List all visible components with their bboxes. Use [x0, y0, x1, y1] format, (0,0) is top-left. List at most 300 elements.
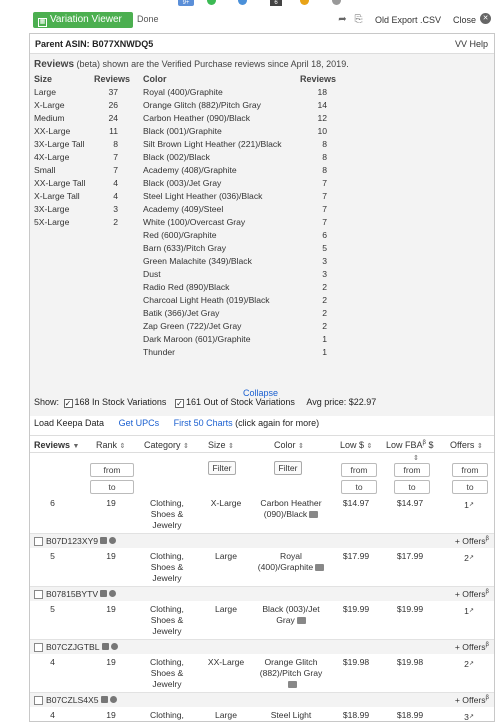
- color-review-count: 18: [317, 87, 327, 97]
- size-review-count: 7: [113, 165, 118, 175]
- camera-icon[interactable]: [288, 681, 297, 688]
- size-header-label: Size: [208, 440, 226, 450]
- cell-reviews: [30, 657, 75, 668]
- cell-lowfba: [390, 657, 430, 668]
- copy-icon[interactable]: [100, 590, 107, 597]
- rank-value: 19: [106, 604, 116, 614]
- asin-label[interactable]: [46, 642, 118, 652]
- out-stock-checkbox[interactable]: ✓: [176, 399, 183, 408]
- in-stock-checkbox[interactable]: ✓: [64, 399, 72, 408]
- browser-strip: [0, 0, 503, 8]
- cell-rank: [96, 551, 126, 562]
- color-name: Batik (366)/Jet Gray: [143, 308, 220, 318]
- camera-icon[interactable]: [315, 564, 324, 571]
- size-review-row: [34, 87, 124, 100]
- cell-rank: [96, 604, 126, 615]
- color-review-row: [143, 126, 333, 139]
- cell-color: [256, 657, 326, 690]
- reviews-value: 4: [50, 657, 55, 667]
- size-review-row: [34, 191, 124, 204]
- low-value: $14.97: [342, 498, 370, 508]
- low-value: $19.99: [342, 604, 370, 614]
- size-review-count: 3: [113, 204, 118, 214]
- size-review-count: 26: [108, 100, 118, 110]
- color-review-row: [143, 308, 333, 321]
- asin-row: [30, 639, 494, 654]
- low-from-input[interactable]: from: [341, 463, 377, 477]
- cell-offers[interactable]: [454, 712, 484, 722]
- size-name: Medium: [34, 113, 65, 123]
- rank-to-input[interactable]: to: [90, 480, 134, 494]
- offers-header-label: Offers: [450, 440, 475, 450]
- color-review-row: [143, 100, 333, 113]
- size-review-row: [34, 178, 124, 191]
- offers-to-input[interactable]: to: [452, 480, 488, 494]
- color-name: Steel Light Heather (036)/Black: [143, 191, 263, 201]
- low-value: $17.99: [342, 551, 370, 561]
- cell-size: [196, 710, 256, 721]
- category-value: Clothing, Shoes & Jewelry: [150, 604, 184, 636]
- color-review-row: [143, 204, 333, 217]
- variation-panel: [29, 33, 495, 722]
- export-csv-link[interactable]: Old Export .CSV: [375, 15, 442, 25]
- color-name: Barn (633)/Pitch Gray: [143, 243, 227, 253]
- reviews-header-label: Reviews: [34, 440, 71, 450]
- cell-reviews: [30, 604, 75, 615]
- sort-icon: ⇕: [183, 443, 189, 450]
- settings-icon[interactable]: [109, 590, 116, 597]
- category-header-label: Category: [144, 440, 181, 450]
- color-name: Black (002)/Black: [143, 152, 210, 162]
- out-stock-label: 161 Out of Stock Variations: [185, 397, 295, 407]
- size-review-row: [34, 113, 124, 126]
- color-review-count: 2: [322, 295, 327, 305]
- parent-row: [30, 34, 494, 54]
- lowfba-sort-icon[interactable]: ⇕: [413, 455, 419, 462]
- size-review-count: 4: [113, 191, 118, 201]
- cell-offers[interactable]: [454, 606, 484, 617]
- size-review-count: 4: [113, 178, 118, 188]
- color-review-row: [143, 165, 333, 178]
- external-link-icon: ↗: [468, 502, 474, 508]
- cell-category: [142, 498, 192, 531]
- color-name: Black (003)/Jet Gray: [143, 178, 222, 188]
- offers-value: 2: [464, 553, 469, 563]
- size-review-row: [34, 139, 124, 152]
- color-review-row: [143, 178, 333, 191]
- cell-category: [142, 604, 192, 637]
- cell-color: [256, 710, 326, 721]
- table-header: [30, 435, 494, 453]
- rank-value: 19: [106, 498, 116, 508]
- cell-rank: [96, 710, 126, 721]
- grid-icon: ▦: [39, 19, 46, 25]
- copy-icon[interactable]: [100, 537, 107, 544]
- cell-size: [196, 551, 256, 562]
- cell-offers[interactable]: [454, 500, 484, 511]
- asin-value: B07D123XY9: [46, 536, 99, 546]
- cell-low: [336, 604, 376, 615]
- cell-size: [196, 604, 256, 615]
- extension-icon[interactable]: [332, 0, 341, 5]
- color-review-count: 7: [322, 217, 327, 227]
- asin-row: [30, 533, 494, 548]
- color-review-count: 5: [322, 243, 327, 253]
- row-select-checkbox[interactable]: [34, 643, 43, 652]
- color-name: Silt Brown Light Heather (221)/Black: [143, 139, 282, 149]
- offers-link-label: + Offers: [454, 642, 486, 652]
- cell-low: [336, 657, 376, 668]
- sort-icon: ⇕: [366, 443, 373, 450]
- lowfba-to-input[interactable]: to: [394, 480, 430, 494]
- size-name: 5X-Large: [34, 217, 70, 227]
- clipboard-icon[interactable]: ⎘: [354, 14, 363, 25]
- color-name: Zap Green (722)/Jet Gray: [143, 321, 242, 331]
- color-review-row: [143, 191, 333, 204]
- asin-label[interactable]: [46, 536, 116, 546]
- cell-category: [142, 710, 192, 721]
- offers-link-label: + Offers: [454, 589, 486, 599]
- get-upcs-link[interactable]: Get UPCs: [118, 418, 160, 428]
- low-value: $18.99: [342, 710, 370, 720]
- done-link[interactable]: Done: [137, 14, 159, 24]
- color-name: Black (001)/Graphite: [143, 126, 222, 136]
- rank-from-input[interactable]: from: [90, 463, 134, 477]
- size-name: X-Large: [34, 100, 65, 110]
- reviews-box: [30, 54, 494, 416]
- color-review-row: [143, 282, 333, 295]
- reviews-column-header[interactable]: [34, 440, 79, 450]
- color-value: Black (003)/Jet Gray: [262, 604, 320, 625]
- size-review-row: [34, 204, 124, 217]
- size-name: XX-Large Tall: [34, 178, 86, 188]
- collapse-link[interactable]: Collapse: [243, 388, 279, 398]
- copy-icon[interactable]: [102, 643, 109, 650]
- cell-lowfba: [390, 551, 430, 562]
- rank-value: 19: [106, 657, 116, 667]
- color-value: Royal (400)/Graphite: [257, 551, 314, 572]
- category-value: Clothing,: [150, 710, 184, 720]
- external-link-icon: ↗: [468, 661, 474, 667]
- color-review-count: 2: [322, 321, 327, 331]
- offers-link[interactable]: [455, 536, 489, 546]
- load-keepa-link[interactable]: Load Keepa Data: [34, 418, 105, 428]
- color-name: Charcoal Light Heath (019)/Black: [143, 295, 270, 305]
- size-value: Large: [215, 604, 237, 614]
- offers-link[interactable]: [455, 642, 489, 652]
- category-value: Clothing, Shoes & Jewelry: [150, 498, 184, 530]
- color-value: Carbon Heather (090)/Black: [260, 498, 322, 519]
- reviews-title-text: (beta) shown are the Verified Purchase reviews since April 18, 2019.: [76, 59, 349, 69]
- color-review-row: [143, 347, 333, 360]
- cell-lowfba: [390, 604, 430, 615]
- size-review-count: 11: [109, 126, 118, 136]
- color-name: Academy (409)/Steel: [143, 204, 224, 214]
- offers-value: 3: [464, 712, 469, 722]
- camera-icon[interactable]: [309, 511, 318, 518]
- cell-rank: [96, 657, 126, 668]
- cell-color: [256, 498, 326, 520]
- color-header: Color: [143, 74, 167, 84]
- cell-size: [196, 657, 256, 668]
- settings-icon[interactable]: [110, 696, 117, 703]
- color-review-count: 7: [322, 191, 327, 201]
- extension-icon[interactable]: [300, 0, 309, 5]
- notification-badge: 9+: [178, 0, 194, 6]
- size-review-count: 24: [108, 113, 118, 123]
- cell-offers[interactable]: [454, 659, 484, 670]
- cell-low: [336, 710, 376, 721]
- links-row: [34, 418, 319, 432]
- color-review-count: 2: [322, 282, 327, 292]
- cell-category: [142, 657, 192, 690]
- color-column-header[interactable]: [274, 440, 304, 450]
- color-name: Royal (400)/Graphite: [143, 87, 223, 97]
- size-name: 3X-Large: [34, 204, 70, 214]
- category-column-header[interactable]: [144, 440, 189, 450]
- offers-link-label: + Offers: [454, 695, 486, 705]
- color-name: Radio Red (890)/Black: [143, 282, 230, 292]
- size-name: Large: [34, 87, 56, 97]
- color-value: Orange Glitch (882)/Pitch Gray: [259, 657, 323, 678]
- extension-count-icon[interactable]: 6: [270, 0, 282, 6]
- color-name: Dark Maroon (601)/Graphite: [143, 334, 251, 344]
- lowfba-header-label: Low FBA: [386, 440, 423, 450]
- color-filter-button[interactable]: Filter: [274, 461, 302, 475]
- size-filter-button[interactable]: Filter: [208, 461, 236, 475]
- size-value: Large: [215, 551, 237, 561]
- size-review-count: 2: [113, 217, 118, 227]
- beta-superscript: β: [485, 642, 489, 649]
- low-header-label: Low $: [340, 440, 365, 450]
- category-value: Clothing, Shoes & Jewelry: [150, 551, 184, 583]
- size-name: 3X-Large Tall: [34, 139, 85, 149]
- size-review-row: [34, 100, 124, 113]
- color-review-row: [143, 152, 333, 165]
- cell-low: [336, 551, 376, 562]
- offers-from-input[interactable]: from: [452, 463, 488, 477]
- size-column-header[interactable]: [208, 440, 234, 450]
- category-value: Clothing, Shoes & Jewelry: [150, 657, 184, 689]
- size-header: Size: [34, 74, 53, 84]
- color-value: Steel Light: [270, 710, 312, 720]
- size-value: XX-Large: [207, 657, 245, 667]
- asin-value: B07815BYTV: [46, 589, 99, 599]
- color-name: Carbon Heather (090)/Black: [143, 113, 250, 123]
- color-review-row: [143, 295, 333, 308]
- color-review-row: [143, 243, 333, 256]
- external-link-icon: ↗: [468, 608, 474, 614]
- external-link-icon: ↗: [468, 714, 474, 720]
- low-fba-column-header[interactable]: [386, 440, 434, 450]
- beta-superscript: β: [422, 440, 426, 446]
- color-review-count: 8: [322, 165, 327, 175]
- cell-lowfba: [390, 498, 430, 509]
- color-review-row: [143, 269, 333, 282]
- parent-asin: Parent ASIN: B077XNWDQ5: [35, 39, 154, 49]
- color-review-count: 1: [322, 347, 327, 357]
- external-link-icon: ↗: [468, 555, 474, 561]
- rank-header-label: Rank: [96, 440, 118, 450]
- extension-icon[interactable]: [238, 0, 247, 5]
- size-name: Small: [34, 165, 56, 175]
- color-review-row: [143, 256, 333, 269]
- sort-icon: ⇕: [228, 443, 234, 450]
- color-review-row: [143, 139, 333, 152]
- size-review-row: [34, 217, 124, 230]
- color-review-count: 6: [322, 230, 327, 240]
- reviews-title-bold: Reviews: [34, 59, 75, 70]
- offers-link[interactable]: [455, 589, 489, 599]
- reviews-value: 5: [50, 551, 55, 561]
- copy-icon[interactable]: [101, 696, 108, 703]
- color-review-count: 7: [322, 178, 327, 188]
- cell-lowfba: [390, 710, 430, 721]
- app-title: Variation Viewer: [50, 14, 122, 25]
- titlebar: [29, 11, 495, 30]
- sort-icon: ⇕: [119, 443, 126, 450]
- show-row: [34, 397, 494, 411]
- color-review-row: [143, 87, 333, 100]
- settings-icon[interactable]: [111, 643, 118, 650]
- asin-row: [30, 586, 494, 601]
- cell-size: [196, 498, 256, 509]
- size-name: X-Large Tall: [34, 191, 80, 201]
- cell-color: [256, 551, 326, 573]
- extension-icon[interactable]: [207, 0, 216, 5]
- row-select-checkbox[interactable]: [34, 537, 43, 546]
- close-link[interactable]: Close: [453, 15, 477, 25]
- lowfba-from-input[interactable]: from: [394, 463, 430, 477]
- beta-superscript: β: [485, 589, 489, 596]
- sort-icon: ⇕: [476, 443, 483, 450]
- size-review-row: [34, 126, 124, 139]
- color-review-count: 3: [322, 269, 327, 279]
- asin-row: [30, 692, 494, 707]
- lowfba-dollar-label: $: [428, 440, 434, 450]
- first-50-charts-link[interactable]: First 50 Charts: [173, 418, 233, 428]
- beta-superscript: β: [485, 536, 489, 543]
- color-review-count: 14: [317, 100, 327, 110]
- size-review-count: 7: [113, 152, 118, 162]
- color-review-row: [143, 230, 333, 243]
- offers-link-label: + Offers: [454, 536, 486, 546]
- cell-low: [336, 498, 376, 509]
- color-review-row: [143, 321, 333, 334]
- avg-price: Avg price: $22.97: [306, 397, 377, 407]
- color-name: Thunder: [143, 347, 176, 357]
- size-review-count: 8: [113, 139, 118, 149]
- low-price-column-header[interactable]: [340, 440, 372, 450]
- help-link[interactable]: VV Help: [454, 39, 488, 49]
- show-label: Show:: [34, 397, 60, 407]
- click-again-hint: (click again for more): [235, 418, 320, 428]
- color-review-count: 2: [322, 308, 327, 318]
- cell-offers[interactable]: [454, 553, 484, 564]
- rank-value: 19: [106, 551, 116, 561]
- row-select-checkbox[interactable]: [34, 696, 43, 705]
- sort-desc-icon: ▼: [72, 443, 80, 450]
- color-name: White (100)/Overcast Gray: [143, 217, 246, 227]
- cell-category: [142, 551, 192, 584]
- size-value: Large: [215, 710, 237, 720]
- cell-reviews: [30, 551, 75, 562]
- offers-value: 1: [464, 606, 469, 616]
- size-name: XX-Large: [34, 126, 71, 136]
- color-review-count: 10: [317, 126, 327, 136]
- color-review-count: 7: [322, 204, 327, 214]
- camera-icon[interactable]: [297, 617, 306, 624]
- size-review-row: [34, 165, 124, 178]
- color-review-count: 12: [317, 113, 327, 123]
- lowfba-value: $18.99: [396, 710, 424, 720]
- color-review-count: 8: [322, 139, 327, 149]
- close-icon[interactable]: ✕: [480, 13, 491, 24]
- offers-link[interactable]: [455, 695, 489, 705]
- lowfba-value: $19.98: [396, 657, 424, 667]
- asin-label[interactable]: [46, 589, 116, 599]
- color-review-row: [143, 217, 333, 230]
- beta-superscript: β: [485, 695, 489, 702]
- asin-value: B07CZJGTBL: [46, 642, 100, 652]
- color-name: Dust: [143, 269, 161, 279]
- rank-column-header[interactable]: [96, 440, 125, 450]
- asin-label[interactable]: [46, 695, 117, 705]
- in-stock-label: 168 In Stock Variations: [74, 397, 167, 407]
- share-icon[interactable]: ➦: [338, 14, 347, 25]
- size-review-row: [34, 152, 124, 165]
- color-review-count: 3: [322, 256, 327, 266]
- color-review-row: [143, 334, 333, 347]
- lowfba-value: $17.99: [396, 551, 424, 561]
- lowfba-value: $14.97: [396, 498, 424, 508]
- cell-reviews: [30, 710, 75, 721]
- rank-value: 19: [106, 710, 116, 720]
- reviews-title: [34, 59, 349, 70]
- color-reviews-header: Reviews: [300, 74, 337, 84]
- variation-viewer-button[interactable]: [33, 12, 133, 28]
- cell-rank: [96, 498, 126, 509]
- offers-value: 1: [464, 500, 469, 510]
- cell-reviews: [30, 498, 75, 509]
- low-value: $19.98: [342, 657, 370, 667]
- reviews-value: 4: [50, 710, 55, 720]
- row-select-checkbox[interactable]: [34, 590, 43, 599]
- color-review-row: [143, 113, 333, 126]
- color-header-label: Color: [274, 440, 296, 450]
- color-review-count: 1: [322, 334, 327, 344]
- size-value: X-Large: [210, 498, 242, 508]
- size-review-count: 37: [108, 87, 118, 97]
- sort-icon: ⇕: [298, 443, 304, 450]
- color-name: Orange Glitch (882)/Pitch Gray: [143, 100, 261, 110]
- reviews-value: 5: [50, 604, 55, 614]
- lowfba-value: $19.99: [396, 604, 424, 614]
- size-name: 4X-Large: [34, 152, 70, 162]
- color-name: Green Malachite (349)/Black: [143, 256, 252, 266]
- settings-icon[interactable]: [109, 537, 116, 544]
- color-name: Academy (408)/Graphite: [143, 165, 237, 175]
- cell-color: [256, 604, 326, 626]
- low-to-input[interactable]: to: [341, 480, 377, 494]
- color-name: Red (600)/Graphite: [143, 230, 217, 240]
- size-reviews-header: Reviews: [94, 74, 131, 84]
- asin-value: B07CZLS4X5: [46, 695, 99, 705]
- color-review-count: 8: [322, 152, 327, 162]
- offers-column-header[interactable]: [450, 440, 483, 450]
- offers-value: 2: [464, 659, 469, 669]
- reviews-value: 6: [50, 498, 55, 508]
